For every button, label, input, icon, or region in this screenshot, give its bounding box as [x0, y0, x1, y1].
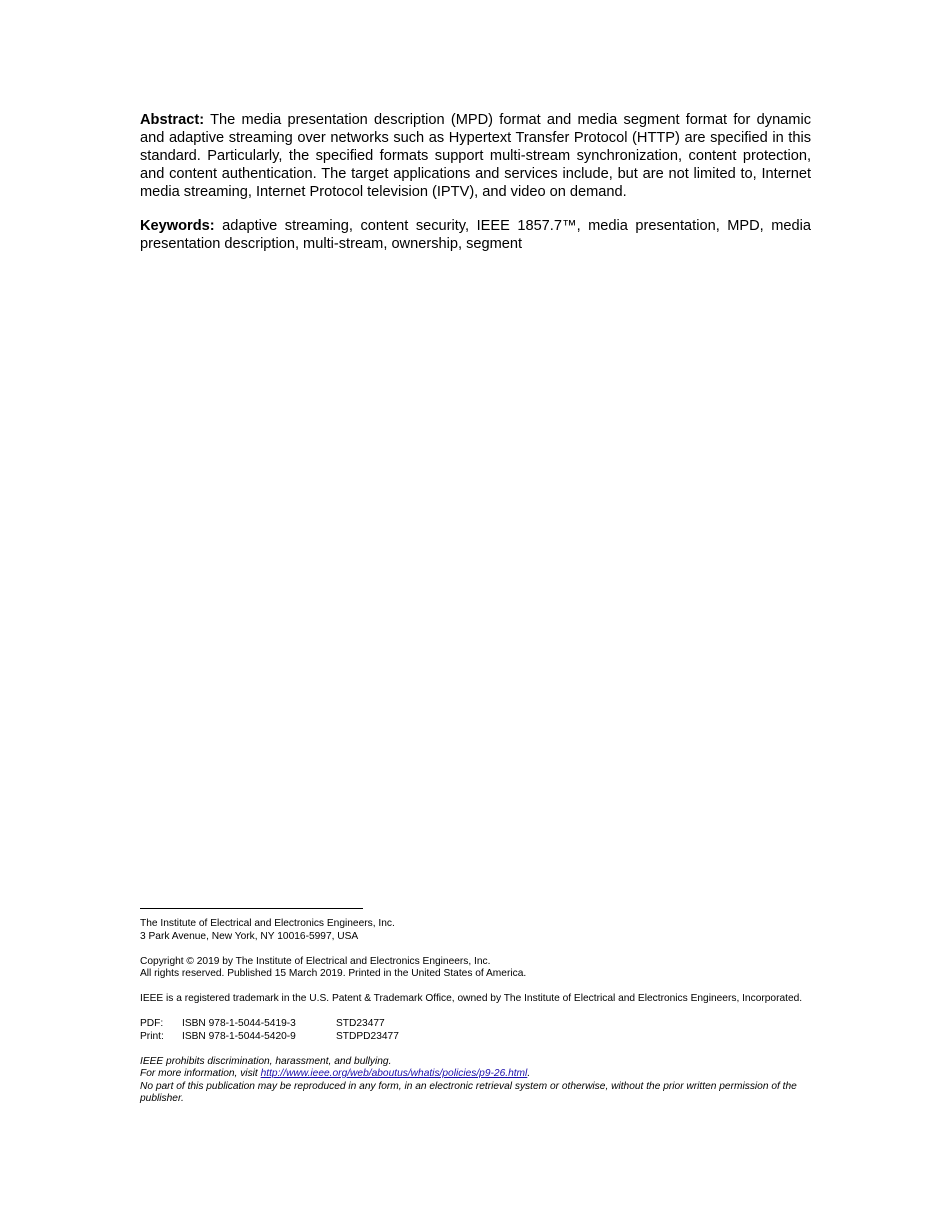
- copyright-block: [140, 956, 815, 981]
- publisher-block: [140, 918, 815, 943]
- policy-link[interactable]: http://www.ieee.org/web/aboutus/whatis/policies/p9-26.html: [260, 1068, 528, 1079]
- policy-block: [140, 1056, 815, 1106]
- copyright-line: Copyright © 2019 by The Institute of Electrical and Electronics Engineers, Inc.: [140, 955, 491, 967]
- publisher-address: 3 Park Avenue, New York, NY 10016-5997, USA: [140, 930, 359, 942]
- footnote-divider: [140, 908, 363, 909]
- rights-line: All rights reserved. Published 15 March 2019. Printed in the United States of America.: [140, 968, 527, 979]
- front-matter-body: [140, 111, 811, 253]
- isbn-row: [140, 1031, 815, 1044]
- publisher-name: The Institute of Electrical and Electronics Engineers, Inc.: [140, 918, 395, 929]
- abstract-paragraph: [140, 111, 811, 201]
- policy-statement: IEEE prohibits discrimination, harassment, and bullying.: [140, 1055, 392, 1067]
- isbn-format: Print:: [140, 1030, 164, 1042]
- publication-notice: [140, 918, 815, 1118]
- trademark-text: IEEE is a registered trademark in the U.S. Patent & Trademark Office, owned by The Institute of Electrical and Electronics Engineers, Incorporated.: [140, 993, 803, 1004]
- policy-more-info-prefix: For more information, visit: [140, 1068, 261, 1079]
- abstract-label: Abstract:: [140, 112, 205, 128]
- trademark-block: [140, 993, 815, 1006]
- keywords-paragraph: [140, 217, 811, 253]
- isbn-number: ISBN 978-1-5044-5420-9: [182, 1030, 296, 1042]
- keywords-label: Keywords:: [140, 218, 215, 234]
- abstract-text: The media presentation description (MPD) format and media segment format for dynamic and adaptive streaming over networks such as Hypertext Transfer Protocol (HTTP) are specified in this standard. Particularly, the specified formats support multi-stream synchronization, content protection, and content authentication. The target applications and services include, but are not limited to, Internet media streaming, Internet Protocol television (IPTV), and video on demand.: [140, 112, 811, 200]
- reproduction-notice: No part of this publication may be reproduced in any form, in an electronic retrieval system or otherwise, without the prior written permission of the publisher.: [140, 1080, 797, 1104]
- isbn-code: STD23477: [336, 1018, 385, 1029]
- isbn-code: STDPD23477: [336, 1030, 399, 1042]
- isbn-block: [140, 1018, 815, 1043]
- keywords-text: adaptive streaming, content security, IEEE 1857.7™, media presentation, MPD, media presentation description, multi-stream, ownership, segment: [140, 218, 811, 252]
- isbn-row: [140, 1018, 815, 1031]
- policy-more-info-suffix: .: [527, 1068, 531, 1079]
- policy-more-info: [140, 1068, 815, 1081]
- isbn-format: PDF:: [140, 1018, 164, 1029]
- isbn-number: ISBN 978-1-5044-5419-3: [182, 1018, 296, 1029]
